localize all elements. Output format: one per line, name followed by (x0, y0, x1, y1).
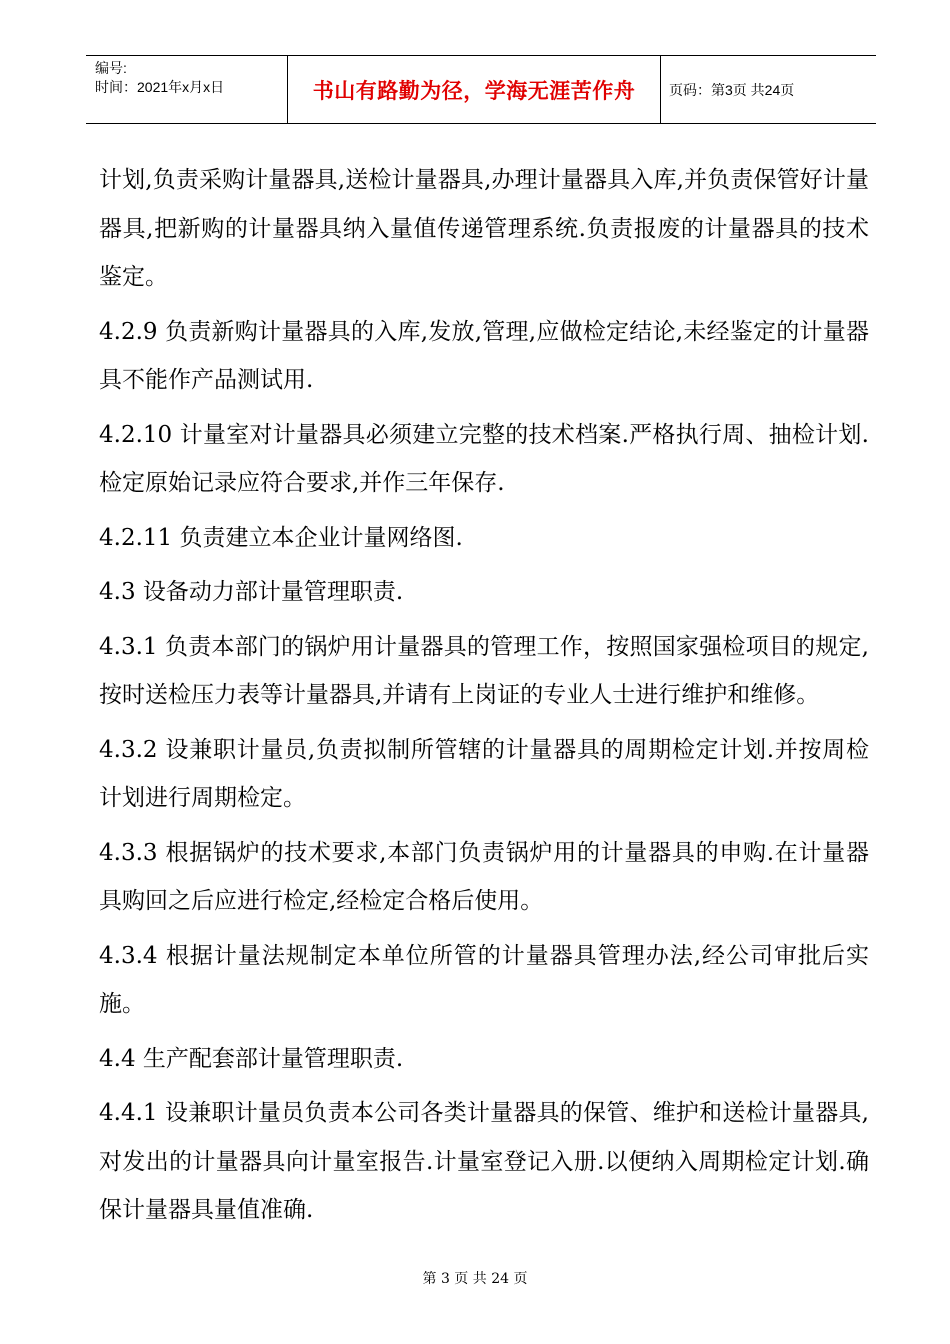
paragraph: 4.2.10 计量室对计量器具必须建立完整的技术档案.严格执行周、抽检计划.检定原始记录应符合要求,并作三年保存. (99, 421, 869, 496)
paragraph: 4.4.1 设兼职计量员负责本公司各类计量器具的保管、维护和送检计量器具,对发出的计量器具向计量室报告.计量室登记入册.以便纳入周期检定计划.确保计量器具量值准确. (99, 1100, 869, 1223)
header-motto: 书山有路勤为径，学海无涯苦作舟 (288, 56, 661, 123)
paragraph: 4.3 设备动力部计量管理职责. (99, 579, 404, 605)
paragraph: 4.3.3 根据锅炉的技术要求,本部门负责锅炉用的计量器具的申购.在计量器具购回之后应进行检定,经检定合格后使用。 (99, 839, 869, 914)
document-time: 时间：2021年x月x日 (95, 79, 225, 95)
paragraph: 4.2.11 负责建立本企业计量网络图. (99, 524, 463, 551)
paragraph: 计划,负责采购计量器具,送检计量器具,办理计量器具入库,并负责保管好计量器具,把新购的计量器具纳入量值传递管理系统.负责报废的计量器具的技术鉴定。 (99, 167, 869, 290)
page-footer: 第 3 页 共 24 页 (422, 1271, 528, 1287)
header-meta (86, 56, 288, 123)
page-header (86, 55, 876, 124)
paragraph: 4.2.9 负责新购计量器具的入库,发放,管理,应做检定结论,未经鉴定的计量器具不能作产品测试用. (99, 318, 869, 393)
document-body (99, 156, 869, 1241)
header-page-info: 页码：第3页 共24页 (669, 81, 795, 98)
paragraph: 4.3.1 负责本部门的锅炉用计量器具的管理工作，按照国家强检项目的规定,按时送检压力表等计量器具,并请有上岗证的专业人士进行维护和维修。 (99, 633, 869, 708)
document-number-label: 编号: (95, 60, 127, 76)
paragraph: 4.4 生产配套部计量管理职责. (99, 1045, 404, 1072)
paragraph: 4.3.4 根据计量法规制定本单位所管的计量器具管理办法,经公司审批后实施。 (99, 942, 869, 1017)
paragraph: 4.3.2 设兼职计量员,负责拟制所管辖的计量器具的周期检定计划.并按周检计划进行周期检定。 (99, 736, 869, 811)
